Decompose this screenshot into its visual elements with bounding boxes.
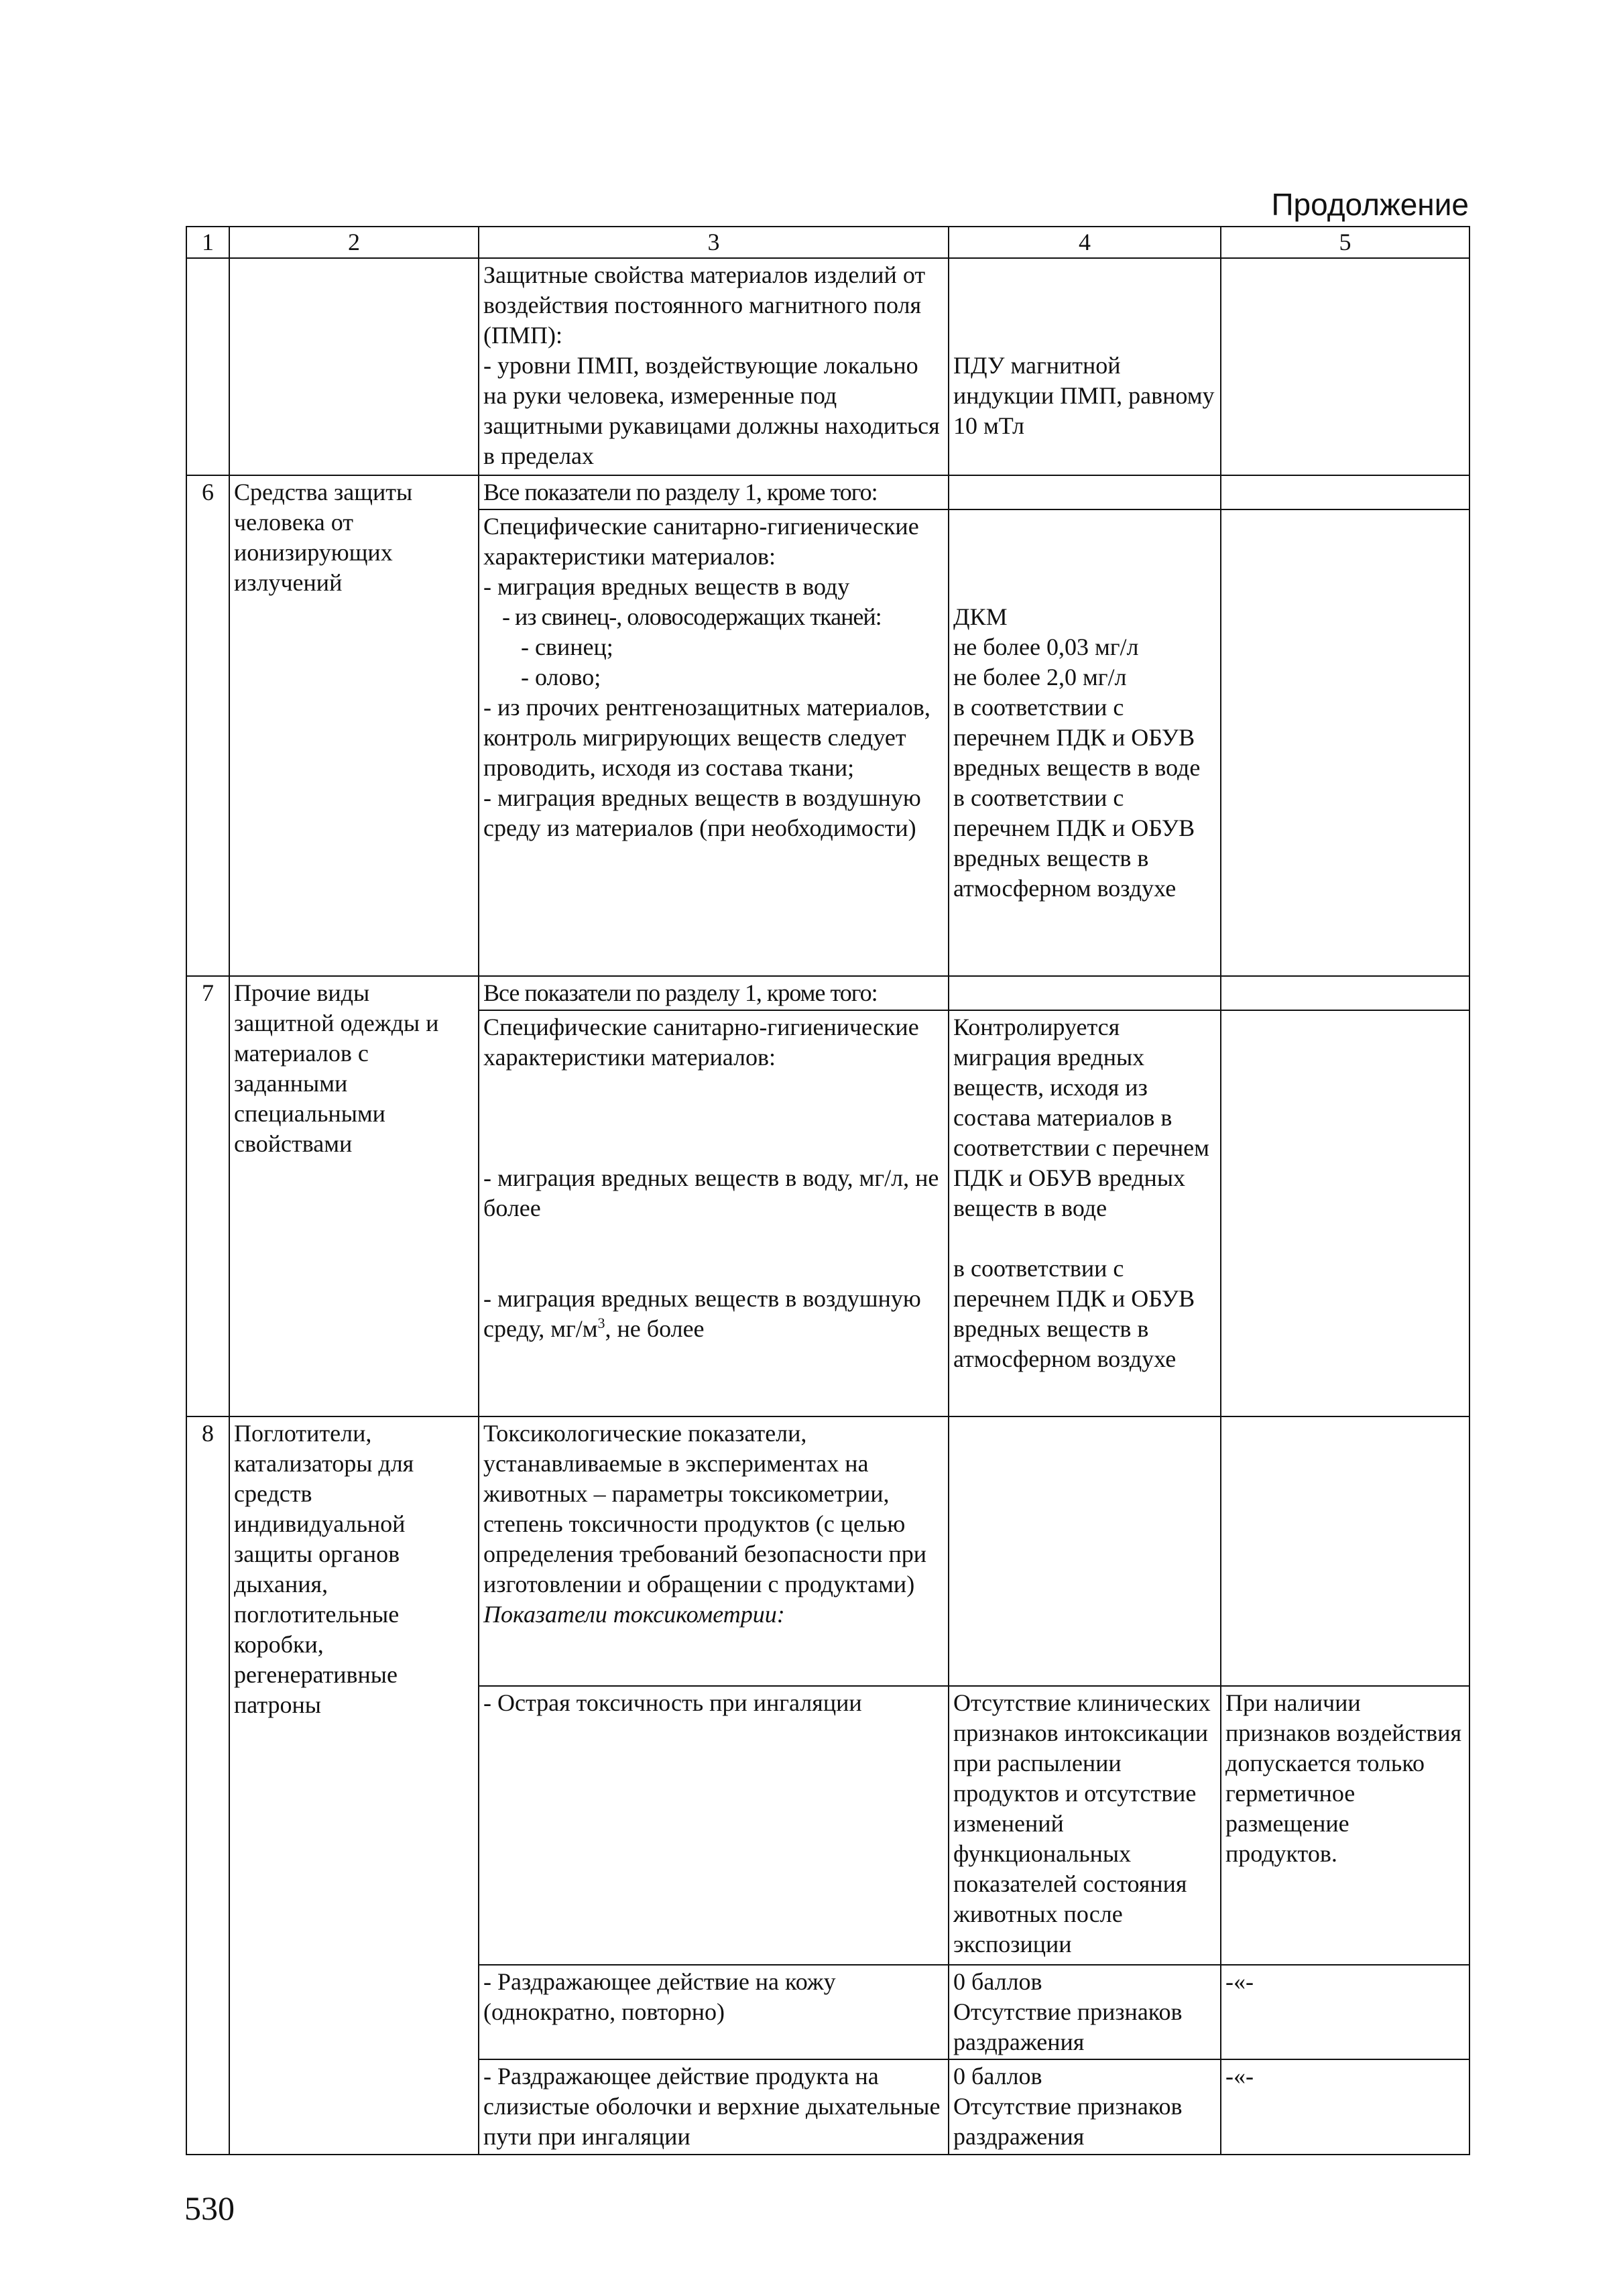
other-materials: - из прочих рентгенозащитных материалов, контроль мигрирующих веществ следует проводить, исходя из состава ткани; [483, 694, 930, 781]
tin-norm: не более 2,0 мг/л [953, 664, 1127, 690]
acute-toxicity: - Острая токсичность при ингаляции [479, 1686, 949, 1965]
lead-tin-fabrics: - из свинец-, оловосодержащих тканей: [502, 603, 882, 630]
air-norm: в соответствии с перечнем ПДК и ОБУВ вредных веществ в атмосферном воздухе [953, 784, 1195, 902]
norm-cell [949, 1010, 1221, 1416]
requirements-table [186, 226, 1470, 2155]
requirement-cell: Все показатели по разделу 1, кроме того: [479, 475, 949, 509]
column-header-4: 4 [949, 227, 1221, 258]
mucous-irritation: - Раздражающее действие продукта на слизистые оболочки и верхние дыхательные пути при ингаляции [479, 2059, 949, 2155]
column-header-3: 3 [479, 227, 949, 258]
column-header-2: 2 [229, 227, 479, 258]
section-name: Средства защиты человека от ионизирующих излучений [229, 475, 479, 976]
requirement-cell [479, 258, 949, 475]
pmp-levels: - уровни ПМП, воздействующие локально на руки человека, измеренные под защитными рукавицами должны находиться в пределах [483, 352, 940, 469]
skin-irritation: - Раздражающее действие на кожу (однократно, повторно) [479, 1965, 949, 2059]
toxicology-indicators: Токсикологические показатели, устанавливаемые в экспериментах на животных – параметры токсикометрии, степень токсичности продуктов (с целью определения требований безопасности при изготовлении и обращении с продуктами) [483, 1420, 927, 1597]
controlled-migration: Контролируется миграция вредных веществ, исходя из состава материалов в соответствии с перечнем ПДК и ОБУВ вредных веществ в воде [953, 1014, 1209, 1221]
norm-cell [949, 258, 1221, 475]
toxicometry-heading: Показатели токсикометрии: [483, 1601, 785, 1628]
requirement-cell [479, 1010, 949, 1416]
column-header-1: 1 [186, 227, 229, 258]
pmp-intro: Защитные свойства материалов изделий от воздействия постоянного магнитного поля (ПМП): [483, 261, 926, 349]
section-number: 7 [186, 976, 229, 1416]
specific-characteristics: Специфические санитарно-гигиенические характеристики материалов: [483, 1014, 919, 1071]
requirement-cell [479, 509, 949, 976]
migration-air: - миграция вредных веществ в воздушную среду, $мг/м^3$, не более [483, 1285, 921, 1342]
migration-water: - миграция вредных веществ в воду, мг/л, не более [483, 1164, 939, 1221]
lead-norm: не более 0,03 мг/л [953, 633, 1139, 660]
skin-irritation-norm: 0 баллов Отсутствие признаков раздражения [949, 1965, 1221, 2059]
norm-cell [949, 509, 1221, 976]
table-row [186, 475, 1469, 509]
lead-item: - свинец; [521, 633, 613, 660]
dkm-label: ДКМ [953, 603, 1008, 630]
mucous-irritation-note: -«- [1221, 2059, 1469, 2155]
other-norm: в соответствии с перечнем ПДК и ОБУВ вредных веществ в воде [953, 694, 1201, 781]
pmp-norm: ПДУ магнитной индукции ПМП, равному 10 мТл [953, 352, 1215, 439]
table-row [186, 1416, 1469, 1686]
section-name: Поглотители, катализаторы для средств индивидуальной защиты органов дыхания, поглотительные коробки, регенеративные патроны [229, 1416, 479, 2155]
air-norm: в соответствии с перечнем ПДК и ОБУВ вредных веществ в атмосферном воздухе [953, 1255, 1195, 1372]
continuation-label: Продолжение [1271, 187, 1469, 222]
tin-item: - олово; [521, 664, 601, 690]
column-header-row [186, 227, 1469, 258]
section-name: Прочие виды защитной одежды и материалов с заданными специальными свойствами [229, 976, 479, 1416]
acute-toxicity-note: При наличии признаков воздействия допускается только герметичное размещение продуктов. [1221, 1686, 1469, 1965]
requirement-cell: Все показатели по разделу 1, кроме того: [479, 976, 949, 1010]
migration-water: - миграция вредных веществ в воду [483, 573, 850, 600]
column-header-5: 5 [1221, 227, 1469, 258]
mucous-irritation-norm: 0 баллов Отсутствие признаков раздражения [949, 2059, 1221, 2155]
migration-air: - миграция вредных веществ в воздушную среду из материалов (при необходимости) [483, 784, 921, 841]
page-number: 530 [184, 2189, 235, 2227]
section-number: 8 [186, 1416, 229, 2155]
acute-toxicity-norm: Отсутствие клинических признаков интоксикации при распылении продуктов и отсутствие изменений функциональных показателей состояния животных после экспозиции [949, 1686, 1221, 1965]
skin-irritation-note: -«- [1221, 1965, 1469, 2059]
requirement-cell [479, 1416, 949, 1686]
specific-characteristics: Специфические санитарно-гигиенические характеристики материалов: [483, 513, 919, 570]
section-number: 6 [186, 475, 229, 976]
table-row [186, 976, 1469, 1010]
table-row [186, 258, 1469, 475]
